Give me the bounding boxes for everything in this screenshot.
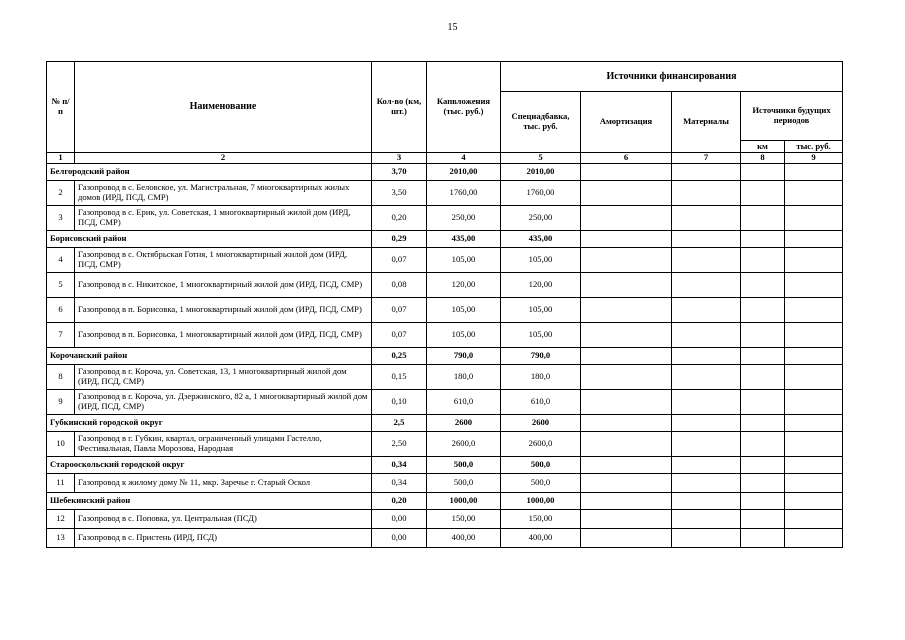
future-rub-cell (785, 205, 843, 230)
materials-cell (672, 456, 741, 473)
materials-cell (672, 473, 741, 492)
materials-cell (672, 272, 741, 297)
district-row (47, 347, 843, 364)
header-capex: Капвложения (тыс. руб.) (427, 62, 501, 153)
future-rub-cell (785, 230, 843, 247)
qty-cell: 3,70 (372, 163, 427, 180)
future-km-cell (741, 180, 785, 205)
materials-cell (672, 389, 741, 414)
row-name: Газопровод в п. Борисовка, 1 многоквартирный жилой дом (ИРД, ПСД, СМР) (75, 297, 372, 322)
qty-cell: 0,34 (372, 473, 427, 492)
qty-cell: 0,00 (372, 509, 427, 528)
page-number: 15 (447, 22, 458, 33)
row-number: 11 (47, 473, 75, 492)
future-rub-cell (785, 247, 843, 272)
capex-cell: 610,0 (427, 389, 501, 414)
col-number: 8 (741, 153, 785, 164)
district-name: Шебекинский район (47, 492, 372, 509)
header-future: Источники будущих периодов (741, 92, 843, 141)
future-rub-cell (785, 180, 843, 205)
district-row (47, 414, 843, 431)
district-name: Борисовский район (47, 230, 372, 247)
future-rub-cell (785, 528, 843, 547)
materials-cell (672, 347, 741, 364)
district-row (47, 456, 843, 473)
amortization-cell (581, 272, 672, 297)
row-name: Газопровод в с. Ерик, ул. Советская, 1 многоквартирный жилой дом (ИРД, ПСД, СМР) (75, 205, 372, 230)
future-rub-cell (785, 414, 843, 431)
amortization-cell (581, 180, 672, 205)
row-number: 10 (47, 431, 75, 456)
row-name: Газопровод в с. Беловское, ул. Магистральная, 7 многоквартирных жилых домов (ИРД, ПСД, СМР) (75, 180, 372, 205)
materials-cell (672, 364, 741, 389)
materials-cell (672, 492, 741, 509)
surcharge-cell: 2600 (501, 414, 581, 431)
row-number: 2 (47, 180, 75, 205)
qty-cell: 0,20 (372, 205, 427, 230)
future-rub-cell (785, 322, 843, 347)
future-km-cell (741, 364, 785, 389)
future-km-cell (741, 528, 785, 547)
capex-cell: 180,0 (427, 364, 501, 389)
amortization-cell (581, 230, 672, 247)
row-name: Газопровод в с. Пристень (ИРД, ПСД) (75, 528, 372, 547)
future-rub-cell (785, 431, 843, 456)
materials-cell (672, 509, 741, 528)
capex-cell: 500,0 (427, 473, 501, 492)
district-name: Губкинский городской округ (47, 414, 372, 431)
qty-cell: 0,07 (372, 247, 427, 272)
future-km-cell (741, 473, 785, 492)
amortization-cell (581, 205, 672, 230)
capex-cell: 105,00 (427, 297, 501, 322)
qty-cell: 2,5 (372, 414, 427, 431)
capex-cell: 105,00 (427, 322, 501, 347)
surcharge-cell: 180,0 (501, 364, 581, 389)
capex-cell: 1760,00 (427, 180, 501, 205)
surcharge-cell: 1000,00 (501, 492, 581, 509)
row-name: Газопровод в г. Короча, ул. Дзержинского, 82 а, 1 многоквартирный жилой дом (ИРД, ПСД, СМР) (75, 389, 372, 414)
row-name: Газопровод в п. Борисовка, 1 многоквартирный жилой дом (ИРД, ПСД, СМР) (75, 322, 372, 347)
surcharge-cell: 2600,0 (501, 431, 581, 456)
materials-cell (672, 230, 741, 247)
col-number: 1 (47, 153, 75, 164)
future-km-cell (741, 163, 785, 180)
district-row (47, 230, 843, 247)
row-number: 5 (47, 272, 75, 297)
surcharge-cell: 790,0 (501, 347, 581, 364)
amortization-cell (581, 247, 672, 272)
capex-cell: 250,00 (427, 205, 501, 230)
table-row (47, 528, 843, 547)
future-rub-cell (785, 389, 843, 414)
amortization-cell (581, 509, 672, 528)
amortization-cell (581, 297, 672, 322)
qty-cell: 0,25 (372, 347, 427, 364)
col-number: 4 (427, 153, 501, 164)
future-km-cell (741, 414, 785, 431)
table-row (47, 509, 843, 528)
header-materials: Материалы (672, 92, 741, 153)
future-km-cell (741, 431, 785, 456)
table-row (47, 297, 843, 322)
table-body (47, 153, 843, 548)
amortization-cell (581, 528, 672, 547)
qty-cell: 0,29 (372, 230, 427, 247)
future-rub-cell (785, 163, 843, 180)
table-row (47, 205, 843, 230)
capex-cell: 120,00 (427, 272, 501, 297)
surcharge-cell: 610,0 (501, 389, 581, 414)
surcharge-cell: 150,00 (501, 509, 581, 528)
capex-cell: 500,0 (427, 456, 501, 473)
future-rub-cell (785, 272, 843, 297)
qty-cell: 0,08 (372, 272, 427, 297)
row-number: 12 (47, 509, 75, 528)
table-row (47, 431, 843, 456)
capex-cell: 790,0 (427, 347, 501, 364)
qty-cell: 0,20 (372, 492, 427, 509)
district-name: Корочанский район (47, 347, 372, 364)
surcharge-cell: 500,0 (501, 456, 581, 473)
row-number: 8 (47, 364, 75, 389)
future-km-cell (741, 272, 785, 297)
amortization-cell (581, 347, 672, 364)
capex-cell: 2600,0 (427, 431, 501, 456)
qty-cell: 0,34 (372, 456, 427, 473)
qty-cell: 0,00 (372, 528, 427, 547)
row-name: Газопровод к жилому дому № 11, мкр. Заречье г. Старый Оскол (75, 473, 372, 492)
table-row (47, 180, 843, 205)
row-name: Газопровод в с. Никитское, 1 многоквартирный жилой дом (ИРД, ПСД, СМР) (75, 272, 372, 297)
surcharge-cell: 105,00 (501, 322, 581, 347)
table-row (47, 247, 843, 272)
future-km-cell (741, 247, 785, 272)
row-name: Газопровод в с. Октябрьская Готня, 1 многоквартирный жилой дом (ИРД, ПСД, СМР) (75, 247, 372, 272)
future-rub-cell (785, 297, 843, 322)
header-km: км (741, 141, 785, 153)
materials-cell (672, 528, 741, 547)
future-km-cell (741, 456, 785, 473)
header-amortization: Амортизация (581, 92, 672, 153)
amortization-cell (581, 492, 672, 509)
qty-cell: 3,50 (372, 180, 427, 205)
materials-cell (672, 205, 741, 230)
future-rub-cell (785, 364, 843, 389)
materials-cell (672, 180, 741, 205)
capex-cell: 1000,00 (427, 492, 501, 509)
amortization-cell (581, 431, 672, 456)
future-rub-cell (785, 473, 843, 492)
future-km-cell (741, 389, 785, 414)
col-number: 6 (581, 153, 672, 164)
col-number: 7 (672, 153, 741, 164)
header-qty: Кол-во (км, шт.) (372, 62, 427, 153)
surcharge-cell: 105,00 (501, 297, 581, 322)
amortization-cell (581, 322, 672, 347)
capex-cell: 2600 (427, 414, 501, 431)
district-row (47, 492, 843, 509)
col-number: 3 (372, 153, 427, 164)
qty-cell: 0,07 (372, 297, 427, 322)
materials-cell (672, 247, 741, 272)
row-name: Газопровод в г. Короча, ул. Советская, 13, 1 многоквартирный жилой дом (ИРД, ПСД, СМР) (75, 364, 372, 389)
row-number: 4 (47, 247, 75, 272)
materials-cell (672, 414, 741, 431)
qty-cell: 2,50 (372, 431, 427, 456)
amortization-cell (581, 389, 672, 414)
header-name: Наименование (75, 62, 372, 153)
row-name: Газопровод в с. Поповка, ул. Центральная (ПСД) (75, 509, 372, 528)
row-name: Газопровод в г. Губкин, квартал, ограниченный улицами Гастелло, Фестивальная, Павла Морозова, Народная (75, 431, 372, 456)
future-km-cell (741, 509, 785, 528)
surcharge-cell: 120,00 (501, 272, 581, 297)
surcharge-cell: 400,00 (501, 528, 581, 547)
future-rub-cell (785, 456, 843, 473)
capex-cell: 2010,00 (427, 163, 501, 180)
surcharge-cell: 105,00 (501, 247, 581, 272)
financing-table (46, 61, 843, 548)
row-number: 7 (47, 322, 75, 347)
table-row (47, 473, 843, 492)
table-row (47, 364, 843, 389)
materials-cell (672, 322, 741, 347)
surcharge-cell: 500,0 (501, 473, 581, 492)
qty-cell: 0,07 (372, 322, 427, 347)
surcharge-cell: 435,00 (501, 230, 581, 247)
header-num: № п/п (47, 62, 75, 153)
row-number: 6 (47, 297, 75, 322)
amortization-cell (581, 456, 672, 473)
district-name: Белгородский район (47, 163, 372, 180)
header-sources: Источники финансирования (501, 62, 843, 92)
column-numbers-row (47, 153, 843, 164)
row-number: 9 (47, 389, 75, 414)
materials-cell (672, 297, 741, 322)
capex-cell: 400,00 (427, 528, 501, 547)
future-rub-cell (785, 509, 843, 528)
table-row (47, 389, 843, 414)
col-number: 2 (75, 153, 372, 164)
col-number: 5 (501, 153, 581, 164)
qty-cell: 0,10 (372, 389, 427, 414)
amortization-cell (581, 364, 672, 389)
materials-cell (672, 163, 741, 180)
col-number: 9 (785, 153, 843, 164)
future-km-cell (741, 230, 785, 247)
district-name: Старооскольский городской округ (47, 456, 372, 473)
qty-cell: 0,15 (372, 364, 427, 389)
amortization-cell (581, 163, 672, 180)
capex-cell: 105,00 (427, 247, 501, 272)
future-rub-cell (785, 492, 843, 509)
surcharge-cell: 1760,00 (501, 180, 581, 205)
surcharge-cell: 250,00 (501, 205, 581, 230)
amortization-cell (581, 414, 672, 431)
row-number: 3 (47, 205, 75, 230)
surcharge-cell: 2010,00 (501, 163, 581, 180)
future-km-cell (741, 297, 785, 322)
row-number: 13 (47, 528, 75, 547)
future-km-cell (741, 347, 785, 364)
future-km-cell (741, 492, 785, 509)
district-row (47, 163, 843, 180)
amortization-cell (581, 473, 672, 492)
future-km-cell (741, 322, 785, 347)
future-rub-cell (785, 347, 843, 364)
table-row (47, 272, 843, 297)
capex-cell: 435,00 (427, 230, 501, 247)
materials-cell (672, 431, 741, 456)
header-surcharge: Специадбавка, тыс. руб. (501, 92, 581, 153)
future-km-cell (741, 205, 785, 230)
table-row (47, 322, 843, 347)
header-thousand-rub: тыс. руб. (785, 141, 843, 153)
capex-cell: 150,00 (427, 509, 501, 528)
